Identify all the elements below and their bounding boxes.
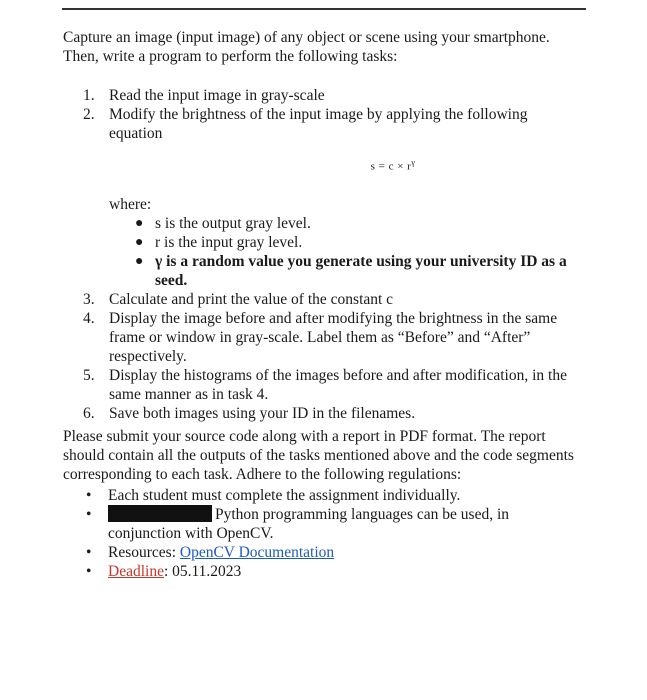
task-item bbox=[83, 105, 583, 143]
where-label: where: bbox=[109, 195, 152, 213]
task-item bbox=[83, 404, 583, 423]
task-item bbox=[83, 309, 583, 366]
task-text: Display the histograms of the images before and after modification, in the same manner as in task 4. bbox=[109, 366, 567, 403]
bullet-icon: • bbox=[86, 563, 92, 580]
bullet-icon: • bbox=[86, 506, 92, 523]
regulations-list bbox=[86, 486, 556, 581]
equation-exponent: γ bbox=[411, 158, 416, 167]
bullet-icon: • bbox=[86, 544, 92, 561]
regulation-item: • Python programming languages can be used, in conjunction with OpenCV. bbox=[86, 506, 510, 542]
task-number: 6. bbox=[83, 404, 95, 422]
top-divider bbox=[62, 8, 586, 10]
equation-base: s = c × r bbox=[370, 160, 412, 173]
task-text: Modify the brightness of the input image by applying the following equation bbox=[109, 106, 528, 142]
where-item: ● r is the input gray level. bbox=[135, 233, 303, 251]
regulation-item bbox=[86, 562, 556, 581]
intro-paragraph bbox=[63, 28, 593, 66]
bullet-icon: • bbox=[86, 487, 92, 504]
brightness-equation bbox=[203, 153, 583, 177]
task-number: 2. bbox=[83, 106, 95, 123]
redaction-block bbox=[108, 505, 212, 522]
task-number: 5. bbox=[83, 366, 95, 384]
bullet-icon: ● bbox=[135, 215, 144, 231]
task-item bbox=[83, 290, 583, 309]
where-list bbox=[135, 214, 583, 290]
task-number: 4. bbox=[83, 309, 95, 327]
task-text: Read the input image in gray-scale bbox=[109, 87, 325, 104]
task-text: Save both images using your ID in the filenames. bbox=[109, 404, 416, 422]
task-number: 1. bbox=[83, 87, 95, 104]
where-item: ● s is the output gray level. bbox=[135, 214, 311, 232]
task-number: 3. bbox=[83, 290, 95, 308]
where-item: ● γ is a random value you generate using your university ID as a seed. bbox=[135, 252, 567, 289]
task-text: Calculate and print the value of the constant c bbox=[109, 290, 394, 308]
deadline-date: : 05.11.2023 bbox=[163, 563, 242, 580]
bullet-icon: ● bbox=[135, 234, 144, 250]
task-list bbox=[83, 86, 583, 423]
intro-line-2: Then, write a program to perform the following tasks: bbox=[63, 48, 398, 65]
deadline-label: Deadline bbox=[108, 563, 164, 580]
task-item bbox=[83, 366, 583, 404]
submission-paragraph: Please submit your source code along with a report in PDF format. The report should contain all the outputs of the tasks mentioned above and the code segments corresponding to each task. Adhere to the following regulations: bbox=[63, 428, 574, 483]
task-text: Display the image before and after modifying the brightness in the same frame or window in gray-scale. Label them as “Before” and “After” respectively. bbox=[109, 309, 558, 365]
regulation-item: • Resources: OpenCV Documentation bbox=[86, 544, 335, 561]
regulation-item: • Each student must complete the assignment individually. bbox=[86, 487, 461, 504]
bullet-icon: ● bbox=[135, 253, 144, 269]
opencv-documentation-link[interactable]: OpenCV Documentation bbox=[179, 544, 335, 561]
task-item bbox=[83, 86, 583, 105]
intro-line-1: Capture an image (input image) of any object or scene using your smartphone. bbox=[63, 29, 550, 46]
